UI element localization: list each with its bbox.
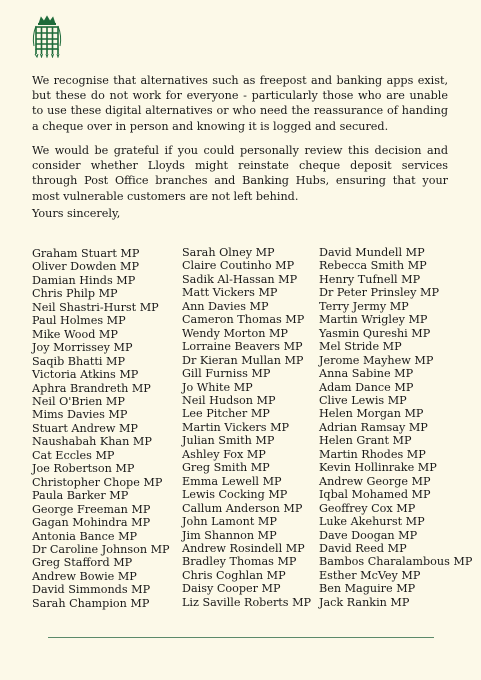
- signatory-name: Callum Anderson MP: [182, 501, 303, 515]
- signatory-name: Adrian Ramsay MP: [319, 420, 428, 434]
- signatory-name: Yasmin Qureshi MP: [319, 326, 431, 340]
- signatory-name: Greg Smith MP: [182, 461, 270, 475]
- signatory-list-column-1: [32, 247, 170, 610]
- signatory-name: Mims Davies MP: [32, 408, 128, 422]
- signatory-name: Andrew Rosindell MP: [182, 541, 305, 555]
- letter-paragraph-1: We recognise that alternatives such as freepost and banking apps exist, but these do not work for everyone - particularly those who are unable to use these digital alternatives or who need the reassurance of handing a cheque over in person and knowing it is logged and secured.: [32, 74, 448, 133]
- signatory-name: Oliver Dowden MP: [32, 260, 139, 274]
- signatory-name: Gill Furniss MP: [182, 367, 271, 381]
- signatory-name: Martin Wrigley MP: [319, 313, 428, 327]
- signatory-name: Martin Rhodes MP: [319, 447, 426, 461]
- signatory-name: Ann Davies MP: [182, 299, 269, 313]
- signatory-name: Bradley Thomas MP: [182, 555, 297, 569]
- signatory-name: Graham Stuart MP: [32, 247, 140, 260]
- signatory-name: Ashley Fox MP: [182, 447, 266, 461]
- letter-paragraph-2: We would be grateful if you could personally review this decision and consider whether Lloyds might reinstate cheque deposit services through Post Office branches and Banking Hubs, ensuring that your most vulnerable customers are not left behind.: [32, 144, 448, 203]
- signatory-name: Terry Jermy MP: [319, 299, 409, 313]
- signatory-name: Jack Rankin MP: [319, 595, 410, 609]
- signatory-name: Helen Morgan MP: [319, 407, 424, 421]
- signatory-name: Saqib Bhatti MP: [32, 354, 125, 368]
- signatory-name: David Reed MP: [319, 541, 407, 555]
- signatory-name: Rebecca Smith MP: [319, 259, 427, 273]
- signatory-name: Antonia Bance MP: [32, 529, 138, 543]
- signatory-name: Anna Sabine MP: [319, 367, 414, 381]
- signatory-name: Wendy Morton MP: [182, 326, 288, 340]
- signatory-name: Jerome Mayhew MP: [319, 353, 434, 367]
- signatory-name: Chris Philp MP: [32, 287, 118, 301]
- signatory-name: Mike Wood MP: [32, 327, 118, 341]
- signatory-name: Dr Kieran Mullan MP: [182, 353, 304, 367]
- signatory-name: Ben Maguire MP: [319, 582, 416, 596]
- signatory-name: Lewis Cocking MP: [182, 488, 288, 502]
- signatory-name: Sarah Olney MP: [182, 246, 275, 259]
- signatory-name: Cameron Thomas MP: [182, 313, 305, 327]
- signatory-name: Gagan Mohindra MP: [32, 516, 151, 530]
- signatory-name: Mel Stride MP: [319, 340, 402, 354]
- portcullis-icon: [30, 14, 64, 58]
- signatory-name: Paula Barker MP: [32, 489, 129, 503]
- signatory-name: Lorraine Beavers MP: [182, 340, 303, 354]
- signatory-name: John Lamont MP: [182, 515, 277, 529]
- signatory-name: Geoffrey Cox MP: [319, 501, 416, 515]
- signatory-list-column-2: [182, 246, 311, 609]
- signatory-name: Jo White MP: [182, 380, 253, 394]
- signatory-name: Jim Shannon MP: [182, 528, 277, 542]
- signatory-name: Paul Holmes MP: [32, 314, 126, 328]
- signatory-name: Henry Tufnell MP: [319, 272, 421, 286]
- signatory-name: Greg Stafford MP: [32, 556, 133, 570]
- signatory-name: Bambos Charalambous MP: [319, 555, 473, 569]
- signatory-name: Neil Shastri-Hurst MP: [32, 300, 159, 314]
- signatory-name: Andrew Bowie MP: [32, 569, 137, 583]
- signatory-name: Neil O'Brien MP: [32, 394, 125, 408]
- signatory-name: Damian Hinds MP: [32, 273, 136, 287]
- signatory-name: Sadik Al-Hassan MP: [182, 272, 298, 286]
- signatory-name: George Freeman MP: [32, 502, 151, 516]
- signatory-name: David Mundell MP: [319, 246, 425, 259]
- signatory-name: Dave Doogan MP: [319, 528, 418, 542]
- signatory-name: Chris Coghlan MP: [182, 568, 286, 582]
- signatory-name: Cat Eccles MP: [32, 448, 115, 462]
- signatory-name: Aphra Brandreth MP: [32, 381, 151, 395]
- footer-divider: [48, 637, 434, 638]
- signatory-name: Daisy Cooper MP: [182, 582, 281, 596]
- signatory-name: Lee Pitcher MP: [182, 407, 270, 421]
- signatory-name: Matt Vickers MP: [182, 286, 278, 300]
- signatory-name: Joy Morrissey MP: [32, 341, 133, 355]
- signatory-name: Clive Lewis MP: [319, 393, 407, 407]
- signatory-name: Luke Akehurst MP: [319, 515, 425, 529]
- letter-closing: Yours sincerely,: [32, 207, 121, 220]
- signatory-name: Neil Hudson MP: [182, 393, 276, 407]
- signatory-name: Sarah Champion MP: [32, 596, 150, 610]
- signatory-name: Stuart Andrew MP: [32, 421, 138, 435]
- signatory-name: Andrew George MP: [319, 474, 431, 488]
- signatory-name: David Simmonds MP: [32, 583, 151, 597]
- signatory-name: Claire Coutinho MP: [182, 259, 295, 273]
- signatory-list-column-3: [319, 246, 472, 609]
- signatory-name: Kevin Hollinrake MP: [319, 461, 437, 475]
- signatory-name: Esther McVey MP: [319, 568, 421, 582]
- signatory-name: Naushabah Khan MP: [32, 435, 152, 449]
- signatory-name: Julian Smith MP: [182, 434, 275, 448]
- signatory-name: Adam Dance MP: [319, 380, 414, 394]
- signatory-name: Emma Lewell MP: [182, 474, 282, 488]
- signatory-name: Iqbal Mohamed MP: [319, 488, 431, 502]
- signatory-name: Liz Saville Roberts MP: [182, 595, 312, 609]
- signatory-name: Dr Caroline Johnson MP: [32, 542, 170, 556]
- signatory-name: Dr Peter Prinsley MP: [319, 286, 439, 300]
- signatory-name: Christopher Chope MP: [32, 475, 163, 489]
- signatory-name: Joe Robertson MP: [32, 462, 135, 476]
- signatory-name: Martin Vickers MP: [182, 420, 290, 434]
- signatory-name: Helen Grant MP: [319, 434, 412, 448]
- signatory-name: Victoria Atkins MP: [32, 368, 139, 382]
